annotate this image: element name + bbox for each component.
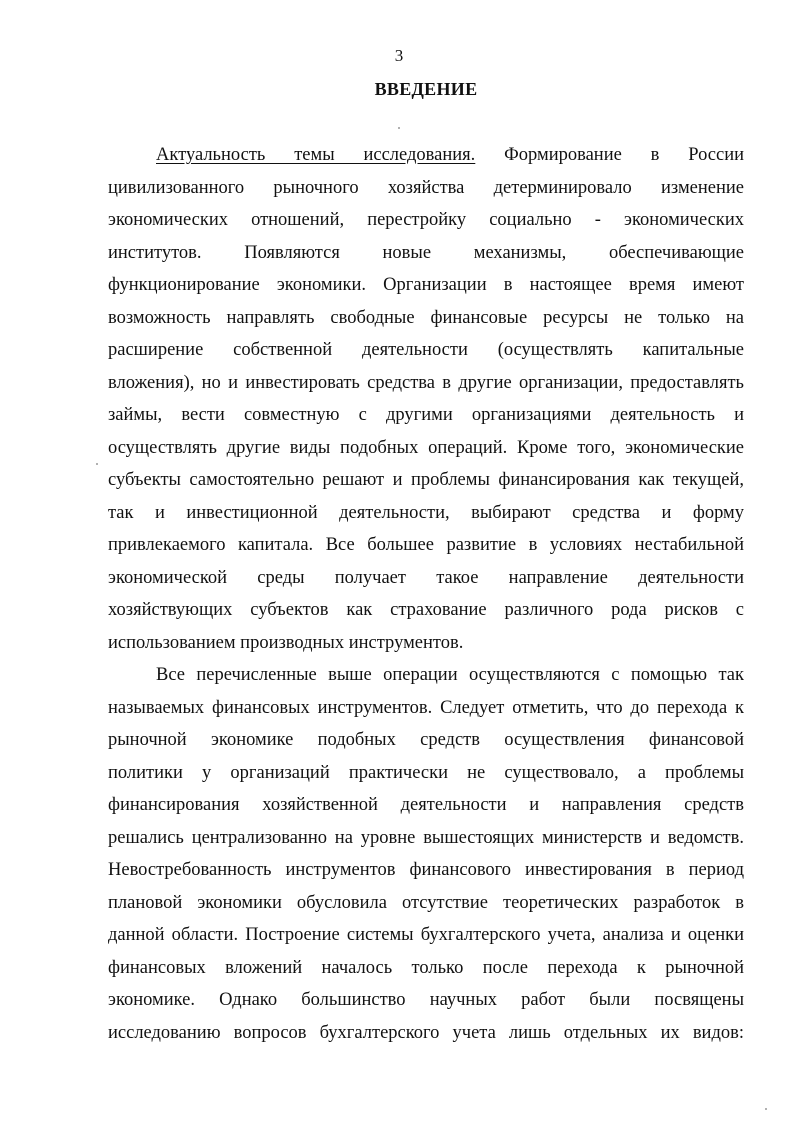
paragraph-2-line-3: рыночной экономике подобных средств осуществления финансовой [108,730,744,750]
paragraph-1-line-14: экономической среды получает такое направление деятельности [108,567,744,588]
scan-speck [765,1108,767,1110]
paragraph-2-line-6: решались централизованно на уровне вышестоящих министерств и ведомств. [108,827,744,848]
paragraph-1-line-11: субъекты самостоятельно решают и проблемы финансирования как текущей, [108,470,744,490]
section-title: ВВЕДЕНИЕ [374,79,478,99]
paragraph-2-line-11: экономике. Однако большинство научных работ были посвящены [108,990,744,1010]
scan-speck [96,463,98,465]
scan-speck [398,127,400,129]
paragraph-1-line-9: займы, вести совместную с другими организациями деятельность и [108,405,744,425]
topic-relevance-heading: Актуальность темы исследования. [156,145,476,165]
paragraph-1-line-5: функционирование экономики. Организации в настоящее время имеют [108,275,744,295]
paragraph-1-line-1-text: Формирование в России [504,145,745,165]
paragraph-2-line-10: финансовых вложений началось только после перехода к рыночной [108,957,744,978]
paragraph-2-line-7: Невостребованность инструментов финансового инвестирования в период [108,860,744,880]
paragraph-2-line-2: называемых финансовых инструментов. Следует отметить, что до перехода к [108,697,744,718]
page-number: 3 [394,46,404,65]
paragraph-1-line-13: привлекаемого капитала. Все большее развитие в условиях нестабильной [108,535,744,555]
paragraph-1-line-8: вложения), но и инвестировать средства в другие организации, предоставлять [108,372,744,393]
paragraph-1-line-2: цивилизованного рыночного хозяйства детерминировало изменение [108,177,744,198]
paragraph-1-line-1 [108,139,744,172]
paragraph-1-line-4: институтов. Появляются новые механизмы, обеспечивающие [108,242,744,263]
paragraph-1-line-12: так и инвестиционной деятельности, выбирают средства и форму [108,502,744,523]
paragraph-2-line-5: финансирования хозяйственной деятельности и направления средств [108,795,744,815]
paragraph-1-line-6: возможность направлять свободные финансовые ресурсы не только на [108,307,744,328]
body-text [108,139,744,1049]
paragraph-1-line-10: осуществлять другие виды подобных операций. Кроме того, экономические [108,437,744,458]
paragraph-1-line-7: расширение собственной деятельности (осуществлять капитальные [108,340,744,360]
paragraph-2-line-9: данной области. Построение системы бухгалтерского учета, анализа и оценки [108,925,744,945]
paragraph-2-line-1: Все перечисленные выше операции осуществляются с помощью так [156,665,744,685]
paragraph-1-line-16: использованием производных инструментов. [108,632,464,653]
paragraph-2-line-12: исследованию вопросов бухгалтерского учета лишь отдельных их видов: [108,1022,744,1043]
paragraph-1-line-15: хозяйствующих субъектов как страхование различного рода рисков с [108,600,744,620]
paragraph-2-line-4: политики у организаций практически не существовало, а проблемы [108,762,744,783]
paragraph-2-line-8: плановой экономики обусловила отсутствие теоретических разработок в [108,892,744,913]
paragraph-1-line-3: экономических отношений, перестройку социально - экономических [108,210,744,230]
